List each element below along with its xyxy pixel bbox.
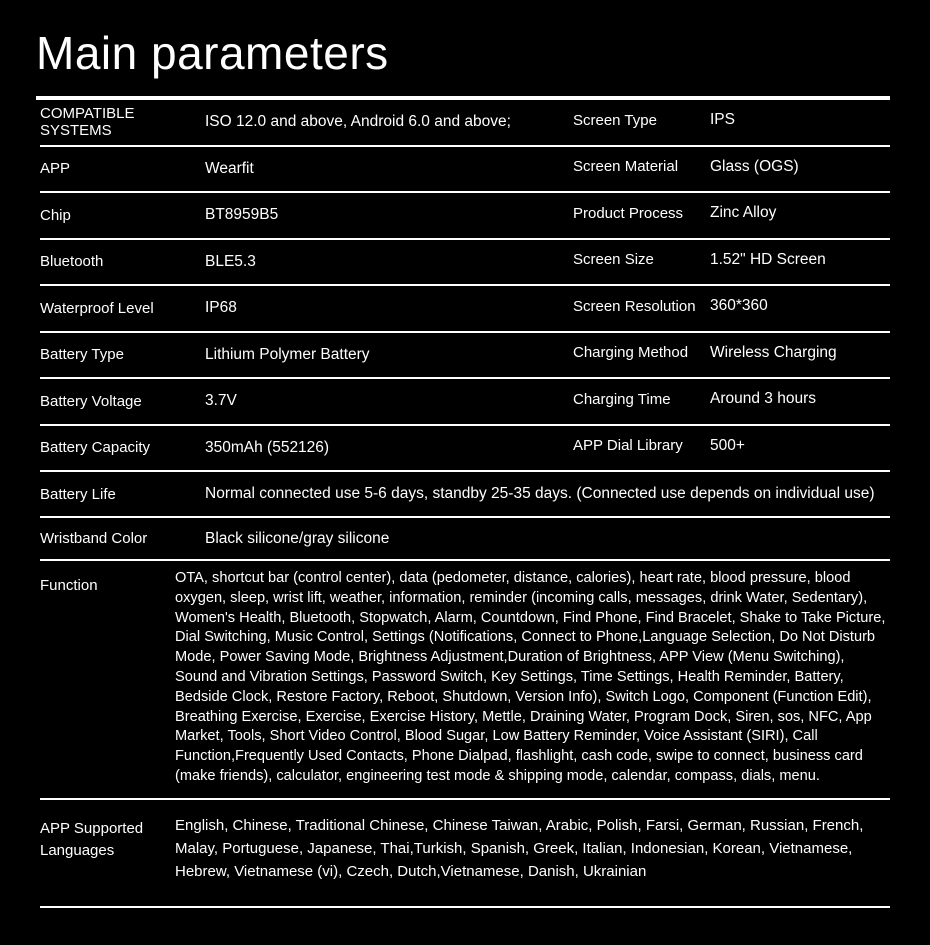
spec-value: BLE5.3 (205, 252, 256, 270)
spec-label: Battery Capacity (40, 439, 151, 457)
spec-value: Around 3 hours (710, 390, 816, 408)
spec-row (40, 240, 890, 287)
spec-value: Black silicone/gray silicone (205, 529, 390, 547)
spec-row (40, 561, 890, 800)
spec-label: Chip (40, 206, 71, 224)
spec-value: English, Chinese, Traditional Chinese, Chinese Taiwan, Arabic, Polish, Farsi, German, Russian, French, Malay, Portuguese, Japanese, Thai,Turkish, Spanish, Greek, Italian, Indonesian, Korean, Vietnamese, Hebrew, Vietnamese (vi), Czech, Dutch,Vietnamese, Danish, Ukrainian (175, 817, 864, 880)
spec-row (40, 333, 890, 380)
spec-value: BT8959B5 (205, 206, 279, 224)
spec-row (40, 518, 890, 561)
page-title: Main parameters (36, 27, 389, 79)
spec-label: Wristband Color (40, 530, 148, 547)
spec-row (40, 147, 890, 194)
spec-label: Function (40, 577, 98, 594)
spec-value: 3.7V (205, 392, 237, 410)
spec-value: 1.52" HD Screen (710, 250, 826, 268)
spec-value: Glass (OGS) (710, 157, 799, 175)
spec-table (40, 100, 890, 908)
spec-label: APP Dial Library (573, 437, 683, 455)
spec-label: APP (40, 160, 71, 178)
spec-value: ISO 12.0 and above, Android 6.0 and above; (205, 113, 511, 131)
spec-value: Wearfit (205, 159, 254, 177)
spec-value: 500+ (710, 436, 745, 454)
spec-label: Bluetooth (40, 253, 104, 271)
spec-label: Battery Life (40, 485, 116, 503)
spec-row (40, 426, 890, 473)
spec-value: Normal connected use 5-6 days, standby 25-35 days. (Connected use depends on individual use) (205, 485, 875, 502)
spec-label: Screen Type (573, 111, 657, 129)
spec-label: Screen Resolution (573, 297, 696, 315)
spec-label: COMPATIBLE SYSTEMS (40, 105, 135, 140)
spec-value: Zinc Alloy (710, 204, 777, 222)
spec-row (40, 472, 890, 518)
spec-value: 350mAh (552126) (205, 438, 330, 456)
spec-value: Lithium Polymer Battery (205, 345, 370, 363)
spec-label: Product Process (573, 204, 684, 222)
spec-value: 360*360 (710, 297, 768, 315)
spec-label: Charging Method (573, 344, 689, 362)
spec-row (40, 100, 890, 147)
spec-label: Waterproof Level (40, 299, 154, 317)
spec-row (40, 193, 890, 240)
spec-label: Battery Type (40, 346, 124, 364)
spec-row (40, 286, 890, 333)
spec-value: OTA, shortcut bar (control center), data (pedometer, distance, calories), heart rate, blood pressure, blood oxygen, sleep, wrist lift, weather, information, reminder (incoming calls, messages, drink Water, Sedentary), Women's Health, Bluetooth, Stopwatch, Alarm, Countdown, Find Phone, Find Bracelet, Shake to Take Picture, Dial Switching, Music Control, Settings (Notifications, Connect to Phone,Language Selection, Do Not Disturb Mode, Power Saving Mode, Brightness Adjustment,Duration of Brightness, APP View (Menu Switching), Sound and Vibration Settings, Password Switch, Key Settings, Time Settings, Health Reminder, Battery, Bedside Clock, Restore Factory, Reboot, Shutdown, Version Info), Switch Logo, Component (Function Edit), Breathing Exercise, Exercise, Exercise History, Mettle, Draining Water, Program Dock, Siren, sos, NFC, App Market, Tools, Short Video Control, Blood Sugar, Low Battery Reminder, Voice Assistant (SIRI), Call Function,Frequently Used Contacts, Phone Dialpad, flashlight, cash code, swipe to connect, business card (make friends), calculator, engineering test mode & shipping mode, calendar, compass, dials, menu. (175, 570, 886, 784)
spec-value: IP68 (205, 299, 237, 317)
spec-label: Battery Voltage (40, 392, 142, 410)
spec-label: Screen Size (573, 251, 654, 269)
spec-label: Screen Material (573, 158, 679, 176)
spec-row (40, 379, 890, 426)
spec-value: IPS (710, 111, 735, 129)
spec-label: APP Supported Languages (40, 820, 144, 859)
spec-label: Charging Time (573, 390, 671, 408)
spec-value: Wireless Charging (710, 343, 837, 361)
spec-row (40, 800, 890, 908)
